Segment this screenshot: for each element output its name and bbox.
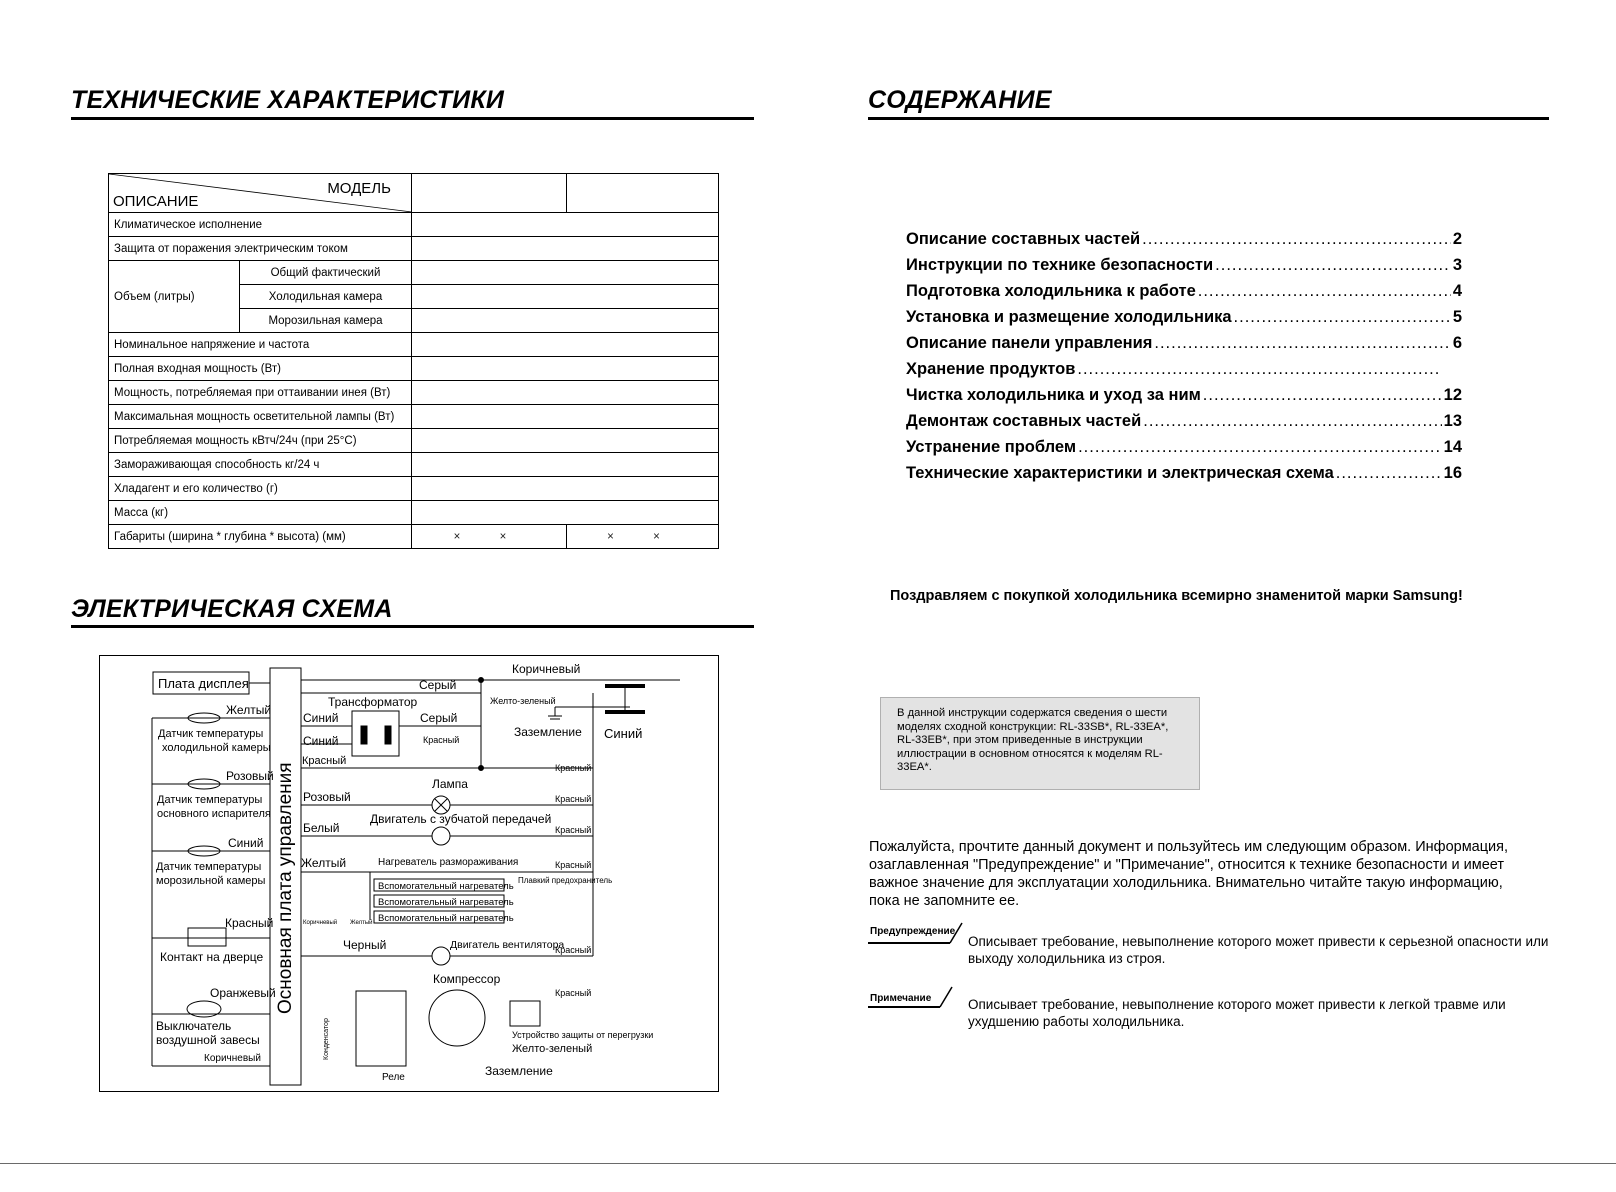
contents-heading: СОДЕРЖАНИЕ bbox=[868, 86, 1052, 114]
lamp-label: Лампа bbox=[432, 777, 468, 791]
label-black: Черный bbox=[343, 938, 387, 952]
label-blue-2: Синий bbox=[303, 734, 339, 748]
model-col-2 bbox=[567, 174, 719, 213]
label-red-small: Красный bbox=[423, 735, 460, 745]
aux-heater-3-label: Вспомогательный нагреватель bbox=[378, 913, 514, 924]
toc-page: 16 bbox=[1443, 464, 1462, 482]
label-grounding-2: Заземление bbox=[485, 1064, 553, 1078]
gear-motor-label: Двигатель с зубчатой передачей bbox=[370, 812, 552, 826]
warning-text: Описывает требование, невыполнение которого может привести к серьезной опасности или выходу холодильника из строя. bbox=[968, 934, 1549, 966]
label-blue-right: Синий bbox=[604, 726, 643, 741]
warning-badge: Предупреждение bbox=[870, 926, 956, 937]
row-label: Максимальная мощность осветительной лампы (Вт) bbox=[109, 405, 412, 429]
transformer-label: Трансформатор bbox=[328, 695, 418, 709]
sensor-freezer-label: Датчик температуры bbox=[156, 861, 262, 873]
table-row bbox=[109, 357, 719, 381]
dims-value: × × bbox=[412, 525, 567, 549]
toc-page: 13 bbox=[1443, 412, 1462, 430]
row-label: Замораживающая способность кг/24 ч bbox=[109, 453, 412, 477]
toc-title: Подготовка холодильника к работе bbox=[906, 282, 1196, 300]
table-row bbox=[109, 381, 719, 405]
row-value bbox=[412, 501, 719, 525]
capacitor-label: Конденсатор bbox=[323, 1018, 330, 1060]
label-red-line-2: Красный bbox=[555, 794, 592, 804]
table-row bbox=[109, 237, 719, 261]
label-red-line-4: Красный bbox=[555, 860, 592, 870]
contents-list bbox=[906, 226, 1462, 486]
label-gray-2: Серый bbox=[420, 711, 458, 725]
row-value bbox=[412, 453, 719, 477]
defrost-heater-label: Нагреватель размораживания bbox=[378, 857, 519, 868]
toc-title: Демонтаж составных частей bbox=[906, 412, 1142, 430]
toc-title: Хранение продуктов bbox=[906, 360, 1076, 378]
diagram-heading: ЭЛЕКТРИЧЕСКАЯ СХЕМА bbox=[71, 595, 393, 623]
row-label: Номинальное напряжение и частота bbox=[109, 333, 412, 357]
fan-motor-icon bbox=[432, 947, 450, 965]
table-row bbox=[109, 453, 719, 477]
toc-dots bbox=[1215, 252, 1451, 278]
wiring-diagram bbox=[99, 655, 719, 1092]
toc-page: 14 bbox=[1443, 438, 1462, 456]
list-item[interactable] bbox=[906, 356, 1462, 382]
congrats-text: Поздравляем с покупкой холодильника всемирно знаменитой марки Samsung! bbox=[890, 588, 1463, 604]
volume-sub-label: Морозильная камера bbox=[240, 309, 412, 333]
toc-page: 4 bbox=[1452, 282, 1462, 300]
toc-page: 2 bbox=[1452, 230, 1462, 248]
model-label: МОДЕЛЬ bbox=[327, 180, 391, 197]
label-pink: Розовый bbox=[226, 769, 274, 783]
toc-title: Устранение проблем bbox=[906, 438, 1077, 456]
description-label: ОПИСАНИЕ bbox=[113, 193, 199, 210]
list-item[interactable] bbox=[906, 278, 1462, 304]
toc-dots bbox=[1077, 356, 1440, 382]
toc-dots bbox=[1203, 382, 1442, 408]
label-brown-top: Коричневый bbox=[512, 662, 581, 676]
label-orange: Оранжевый bbox=[210, 986, 276, 1000]
compressor-icon bbox=[429, 990, 485, 1046]
display-board-label: Плата дисплея bbox=[158, 676, 249, 691]
note-block bbox=[868, 985, 968, 1009]
intro-paragraph: Пожалуйста, прочтите данный документ и пользуйтесь им следующим образом. Информация, озаглавленная "Предупреждение" и "Примечание", относится к технике безопасности и имеет важное значение для эксплуатации холодильника. Внимательно читайте такую информацию, пока не запомните ее. bbox=[869, 839, 1509, 909]
table-row bbox=[109, 261, 719, 285]
overload-label: Устройство защиты от перегрузки bbox=[512, 1030, 654, 1040]
note-badge: Примечание bbox=[870, 993, 932, 1004]
door-contact-icon bbox=[188, 928, 226, 946]
row-value bbox=[412, 309, 719, 333]
toc-title: Чистка холодильника и уход за ним bbox=[906, 386, 1201, 404]
row-label: Масса (кг) bbox=[109, 501, 412, 525]
label-red-board: Красный bbox=[302, 755, 347, 767]
bottom-rule bbox=[0, 1163, 1616, 1164]
toc-dots bbox=[1142, 226, 1451, 252]
label-red-line-5: Красный bbox=[555, 945, 592, 955]
list-item[interactable] bbox=[906, 252, 1462, 278]
label-white: Белый bbox=[303, 821, 340, 835]
volume-sub-label: Общий фактический bbox=[240, 261, 412, 285]
row-value bbox=[412, 285, 719, 309]
note-text: Описывает требование, невыполнение которого может привести к легкой травме или ухудшению работы холодильника. bbox=[968, 997, 1506, 1029]
toc-page: 6 bbox=[1452, 334, 1462, 352]
label-pink-board: Розовый bbox=[303, 790, 351, 804]
toc-title: Технические характеристики и электрическая схема bbox=[906, 464, 1334, 482]
compressor-label: Компрессор bbox=[433, 972, 501, 986]
toc-dots bbox=[1198, 278, 1451, 304]
label-blue: Синий bbox=[228, 836, 264, 850]
model-description-header bbox=[109, 174, 412, 213]
table-row bbox=[109, 429, 719, 453]
list-item[interactable] bbox=[906, 330, 1462, 356]
label-red-line-3: Красный bbox=[555, 825, 592, 835]
list-item[interactable] bbox=[906, 408, 1462, 434]
row-value bbox=[412, 429, 719, 453]
row-label: Габариты (ширина * глубина * высота) (мм) bbox=[109, 525, 412, 549]
label-yellow-board: Желтый bbox=[301, 856, 347, 870]
toc-page: 5 bbox=[1452, 308, 1462, 326]
switch-label: Выключатель bbox=[156, 1019, 232, 1033]
relay-label: Реле bbox=[382, 1072, 405, 1083]
model-col-1 bbox=[412, 174, 567, 213]
table-row bbox=[109, 405, 719, 429]
contents-heading-rule bbox=[868, 117, 1549, 120]
label-gray-1: Серый bbox=[419, 678, 457, 692]
toc-dots bbox=[1078, 434, 1442, 460]
fuse-label: Плавкий предохранитель bbox=[518, 876, 613, 885]
toc-title: Инструкции по технике безопасности bbox=[906, 256, 1214, 274]
row-label: Защита от поражения электрическим током bbox=[109, 237, 412, 261]
list-item[interactable] bbox=[906, 304, 1462, 330]
fan-motor-label: Двигатель вентилятора bbox=[450, 939, 565, 951]
toc-title: Описание составных частей bbox=[906, 230, 1141, 248]
overload-icon bbox=[510, 1001, 540, 1026]
label-red: Красный bbox=[225, 916, 274, 930]
label-red-line-6: Красный bbox=[555, 988, 592, 998]
label-yellow: Желтый bbox=[226, 703, 272, 717]
aux-heater-2-label: Вспомогательный нагреватель bbox=[378, 897, 514, 908]
table-row bbox=[109, 525, 719, 549]
row-value bbox=[412, 237, 719, 261]
table-row bbox=[109, 333, 719, 357]
table-row bbox=[109, 213, 719, 237]
label-yellow-tiny: Желтый bbox=[350, 920, 373, 926]
row-value bbox=[412, 357, 719, 381]
warning-block bbox=[868, 921, 968, 945]
sensor-evap-label: Датчик температуры bbox=[157, 794, 263, 806]
row-label: Мощность, потребляемая при оттаивании инея (Вт) bbox=[109, 381, 412, 405]
diagram-heading-rule bbox=[71, 625, 754, 628]
list-item[interactable] bbox=[906, 382, 1462, 408]
row-value bbox=[412, 213, 719, 237]
label-red-line-1: Красный bbox=[555, 763, 592, 773]
row-value bbox=[412, 381, 719, 405]
row-value bbox=[412, 261, 719, 285]
switch-label-2: воздушной завесы bbox=[156, 1033, 260, 1047]
list-item[interactable] bbox=[906, 226, 1462, 252]
toc-dots bbox=[1234, 304, 1451, 330]
transformer-icon bbox=[352, 711, 399, 756]
door-contact-label: Контакт на дверце bbox=[160, 950, 264, 964]
gear-motor-icon bbox=[432, 827, 450, 845]
toc-dots bbox=[1154, 330, 1450, 356]
toc-dots bbox=[1143, 408, 1441, 434]
volume-sub-label: Холодильная камера bbox=[240, 285, 412, 309]
label-grounding: Заземление bbox=[514, 725, 582, 739]
toc-page: 12 bbox=[1443, 386, 1462, 404]
label-blue-1: Синий bbox=[303, 711, 339, 725]
row-value bbox=[412, 405, 719, 429]
row-label: Полная входная мощность (Вт) bbox=[109, 357, 412, 381]
table-row bbox=[109, 501, 719, 525]
specs-heading: ТЕХНИЧЕСКИЕ ХАРАКТЕРИСТИКИ bbox=[71, 86, 505, 114]
sensor-fridge-label-2: холодильной камеры bbox=[162, 742, 271, 754]
label-yellow-green: Желто-зеленый bbox=[490, 696, 556, 706]
info-box-text: В данной инструкции содержатся сведения о шести моделях сходной конструкции: RL-33SB*, RL-33EA*, RL-33EB*, при этом приведенные в инструкции иллюстрации в основном относятся к моделям RL-33EA*. bbox=[897, 707, 1169, 773]
specs-heading-rule bbox=[71, 117, 754, 120]
row-label: Хладагент и его количество (г) bbox=[109, 477, 412, 501]
toc-dots bbox=[1336, 460, 1442, 486]
wiring-svg bbox=[100, 656, 720, 1093]
list-item[interactable] bbox=[906, 434, 1462, 460]
label-brown: Коричневый bbox=[204, 1053, 261, 1064]
toc-title: Установка и размещение холодильника bbox=[906, 308, 1232, 326]
row-value bbox=[412, 477, 719, 501]
table-row bbox=[109, 477, 719, 501]
row-label: Потребляемая мощность кВтч/24ч (при 25°С) bbox=[109, 429, 412, 453]
toc-page: 3 bbox=[1452, 256, 1462, 274]
list-item[interactable] bbox=[906, 460, 1462, 486]
volume-label: Объем (литры) bbox=[109, 261, 240, 333]
switch-icon bbox=[187, 1001, 221, 1017]
label-brown-tiny: Коричневый bbox=[303, 920, 338, 926]
main-board-label: Основная плата управления bbox=[275, 762, 296, 1014]
sensor-fridge-label: Датчик температуры bbox=[158, 728, 264, 740]
specs-table bbox=[108, 173, 719, 549]
label-yellow-green-2: Желто-зеленый bbox=[512, 1043, 593, 1055]
relay-icon bbox=[356, 991, 406, 1066]
row-value bbox=[412, 333, 719, 357]
sensor-freezer-label-2: морозильной камеры bbox=[156, 875, 266, 887]
dims-value: × × bbox=[567, 525, 719, 549]
toc-title: Описание панели управления bbox=[906, 334, 1153, 352]
row-label: Климатическое исполнение bbox=[109, 213, 412, 237]
aux-heater-1-label: Вспомогательный нагреватель bbox=[378, 881, 514, 892]
info-box bbox=[880, 697, 1200, 790]
sensor-evap-label-2: основного испарителя bbox=[157, 808, 271, 820]
